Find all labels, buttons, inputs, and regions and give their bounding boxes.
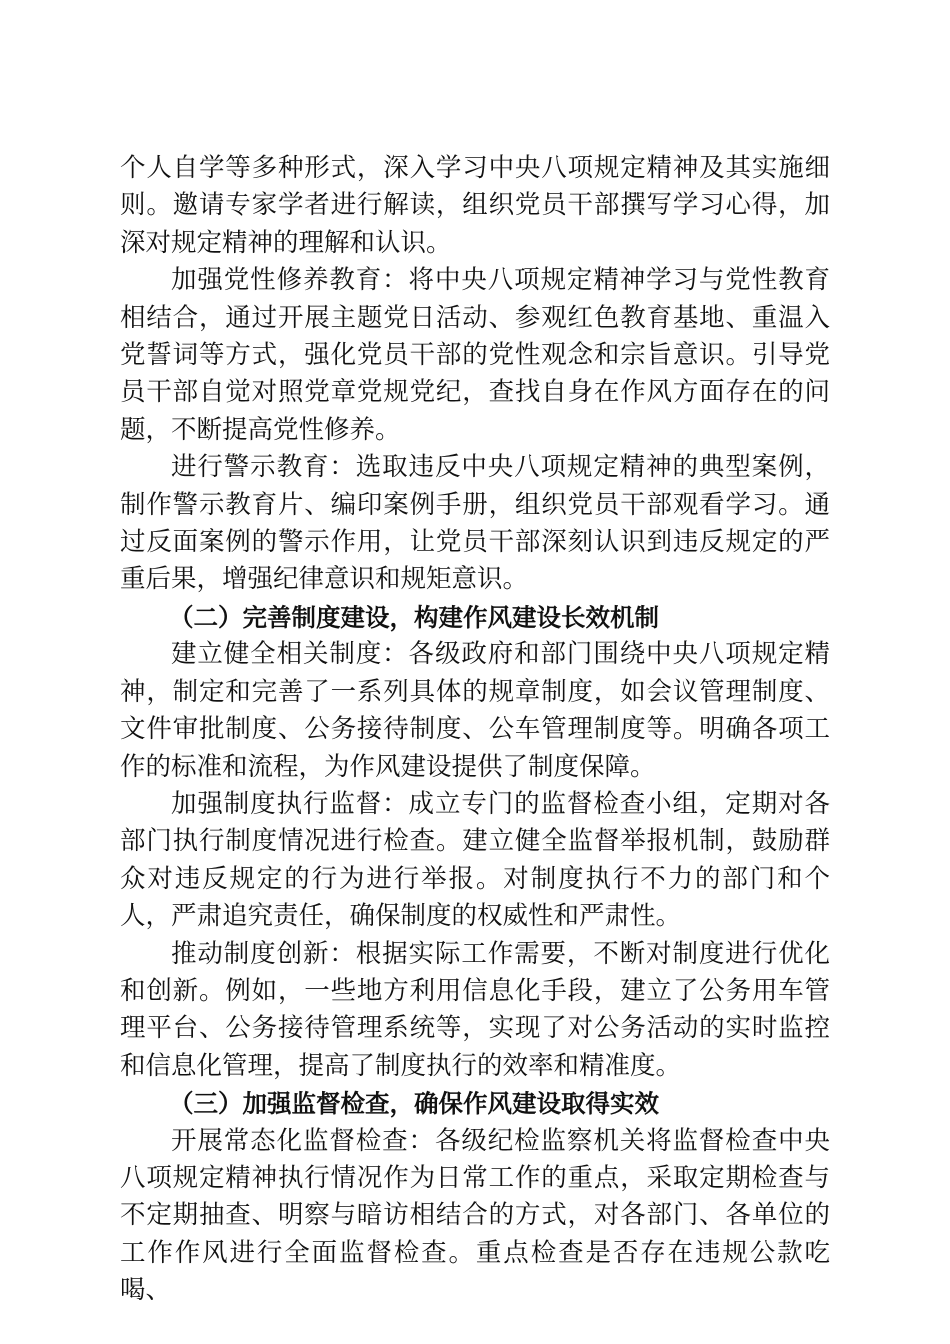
paragraph-self-study: 个人自学等多种形式，深入学习中央八项规定精神及其实施细则。邀请专家学者进行解读，组织党员干部撰写学习心得，加深对规定精神的理解和认识。 (120, 153, 830, 258)
document-page (120, 150, 830, 1310)
paragraph-routine-inspection: 开展常态化监督检查：各级纪检监察机关将监督检查中央八项规定精神执行情况作为日常工作的重点，采取定期检查与不定期抽查、明察与暗访相结合的方式，对各部门、各单位的工作作风进行全面监督检查。重点检查是否存在违规公款吃喝、 (120, 1125, 830, 1306)
paragraph-establish-systems: 建立健全相关制度：各级政府和部门围绕中央八项规定精神，制定和完善了一系列具体的规章制度，如会议管理制度、文件审批制度、公务接待制度、公车管理制度等。明确各项工作的标准和流程，为作风建设提供了制度保障。 (120, 639, 830, 782)
paragraph-warning-education: 进行警示教育：选取违反中央八项规定精神的典型案例，制作警示教育片、编印案例手册，组织党员干部观看学习。通过反面案例的警示作用，让党员干部深刻认识到违反规定的严重后果，增强纪律意识和规矩意识。 (120, 452, 830, 595)
section-heading-institution-building: （二）完善制度建设，构建作风建设长效机制 (169, 602, 659, 632)
section-heading-supervision-inspection: （三）加强监督检查，确保作风建设取得实效 (169, 1089, 659, 1119)
paragraph-party-spirit-education: 加强党性修养教育：将中央八项规定精神学习与党性教育相结合，通过开展主题党日活动、参观红色教育基地、重温入党誓词等方式，强化党员干部的党性观念和宗旨意识。引导党员干部自觉对照党章党规党纪，查找自身在作风方面存在的问题，不断提高党性修养。 (120, 265, 830, 445)
paragraph-system-innovation: 推动制度创新：根据实际工作需要，不断对制度进行优化和创新。例如，一些地方利用信息化手段，建立了公务用车管理平台、公务接待管理系统等，实现了对公务活动的实时监控和信息化管理，提高了制度执行的效率和精准度。 (120, 938, 830, 1081)
paragraph-supervise-execution: 加强制度执行监督：成立专门的监督检查小组，定期对各部门执行制度情况进行检查。建立健全监督举报机制，鼓励群众对违反规定的行为进行举报。对制度执行不力的部门和个人，严肃追究责任，确保制度的权威性和严肃性。 (120, 788, 830, 932)
